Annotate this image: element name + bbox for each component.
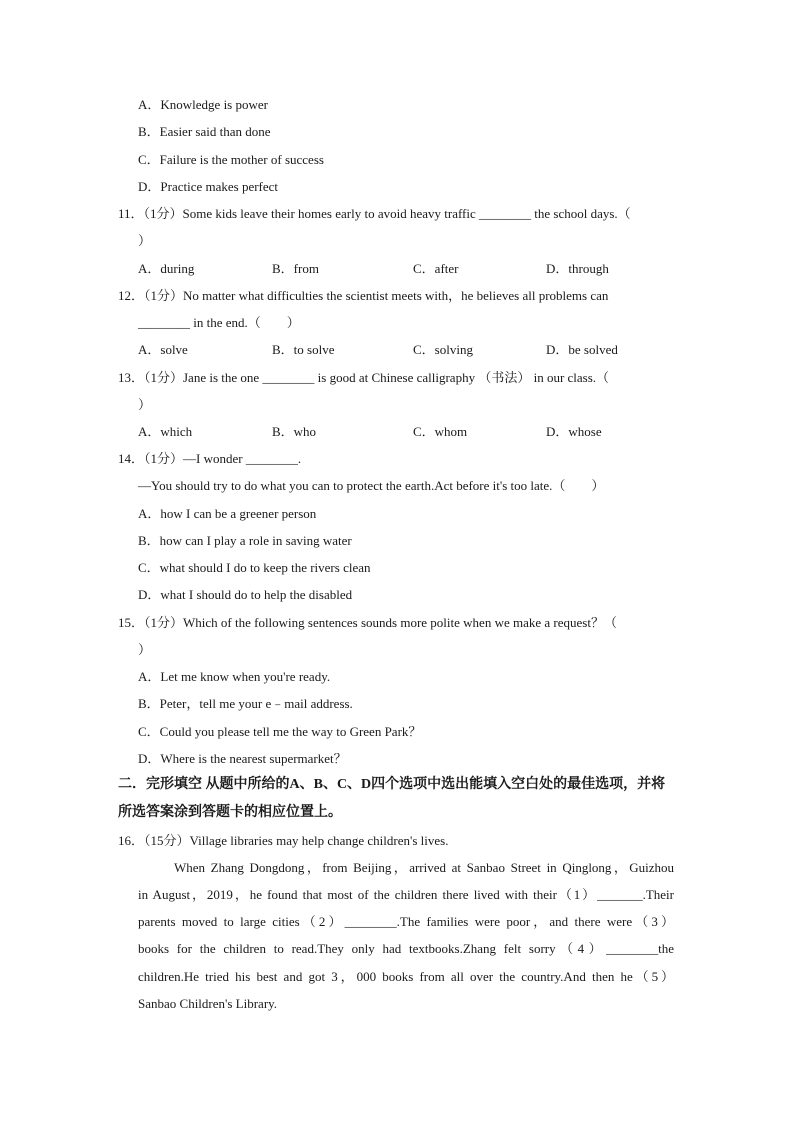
passage-line-2: in August，2019，he found that most of the children there lived with their（1）_______.Their bbox=[138, 887, 674, 902]
question-13-option-a: A．which bbox=[138, 424, 193, 439]
passage-line-1: When Zhang Dongdong，from Beijing，arrived at Sanbao Street in Qinglong，Guizhou bbox=[174, 860, 674, 875]
question-14-stem: 14．（1分）—I wonder ________. bbox=[118, 451, 302, 466]
question-11-stem: 11．（1分）Some kids leave their homes early to avoid heavy traffic ________ the school days.（ bbox=[118, 206, 631, 221]
passage-line-3: parents moved to large cities（2）________.The families were poor，and there were（3） bbox=[138, 914, 674, 929]
passage-line-4: books for the children to read.They only had textbooks.Zhang felt sorry（4）________the bbox=[138, 941, 674, 956]
question-12-cont: ________ in the end.（ ） bbox=[138, 315, 300, 330]
question-12-option-c: C．solving bbox=[413, 342, 473, 357]
question-15-stem: 15．（1分）Which of the following sentences sounds more polite when we make a request？（ bbox=[118, 615, 617, 630]
question-15-option-d: D．Where is the nearest supermarket？ bbox=[138, 751, 347, 766]
question-13-option-b: B．who bbox=[272, 424, 317, 439]
passage-line-6: Sanbao Children's Library. bbox=[138, 996, 278, 1011]
question-13-cont: ） bbox=[138, 397, 152, 412]
question-15-cont: ） bbox=[138, 642, 152, 657]
option-d: D．Practice makes perfect bbox=[138, 179, 279, 194]
section-heading-line1: 二．完形填空 从题中所给的A、B、C、D四个选项中选出能填入空白处的最佳选项，并将 bbox=[118, 777, 666, 792]
question-12-option-b: B．to solve bbox=[272, 342, 335, 357]
option-a: A．Knowledge is power bbox=[138, 97, 268, 112]
question-11-option-c: C．after bbox=[413, 261, 459, 276]
question-13-option-d: D．whose bbox=[546, 424, 602, 439]
question-11-cont: ） bbox=[138, 233, 152, 248]
question-11-option-b: B．from bbox=[272, 261, 319, 276]
question-13-option-c: C．whom bbox=[413, 424, 468, 439]
question-14-option-a: A．how I can be a greener person bbox=[138, 506, 317, 521]
question-15-option-a: A．Let me know when you're ready. bbox=[138, 669, 331, 684]
question-14-cont: —You should try to do what you can to protect the earth.Act before it's too late.（ ） bbox=[138, 478, 605, 493]
question-12-option-d: D．be solved bbox=[546, 342, 618, 357]
question-15-option-c: C．Could you please tell me the way to Green Park？ bbox=[138, 724, 422, 739]
question-12-stem: 12．（1分）No matter what difficulties the scientist meets with，he believes all problems can bbox=[118, 288, 609, 303]
section-heading-line2: 所选答案涂到答题卡的相应位置上。 bbox=[118, 805, 342, 820]
question-14-option-c: C．what should I do to keep the rivers clean bbox=[138, 560, 371, 575]
option-b: B．Easier said than done bbox=[138, 124, 271, 139]
question-13-stem: 13．（1分）Jane is the one ________ is good at Chinese calligraphy （书法） in our class.（ bbox=[118, 370, 610, 385]
passage-line-5: children.He tried his best and got 3，000 books from all over the country.And then he（5） bbox=[138, 969, 674, 984]
question-14-option-d: D．what I should do to help the disabled bbox=[138, 587, 353, 602]
question-16-stem: 16．（15分）Village libraries may help change children's lives. bbox=[118, 833, 449, 848]
question-12-option-a: A．solve bbox=[138, 342, 188, 357]
question-11-option-a: A．during bbox=[138, 261, 195, 276]
question-11-option-d: D．through bbox=[546, 261, 609, 276]
option-c: C．Failure is the mother of success bbox=[138, 152, 324, 167]
question-15-option-b: B．Peter，tell me your e﹣mail address. bbox=[138, 696, 353, 711]
question-14-option-b: B．how can I play a role in saving water bbox=[138, 533, 352, 548]
